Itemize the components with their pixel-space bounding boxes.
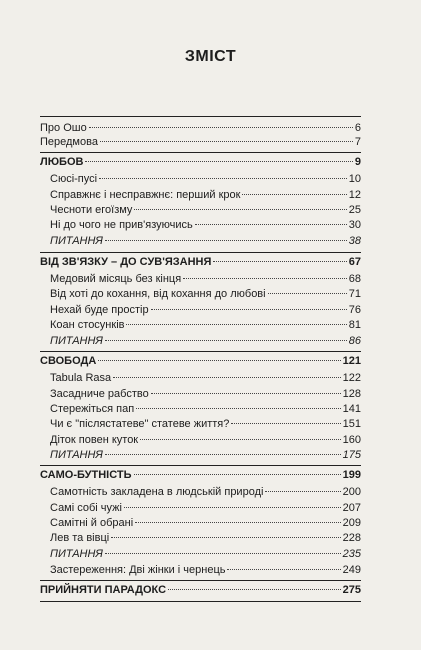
leader-dots: [183, 278, 347, 279]
leader-dots: [126, 324, 346, 325]
toc-entry: [50, 372, 361, 385]
toc-entry: [50, 548, 361, 561]
entry-label: Ні до чого не прив'язуючись: [50, 219, 193, 231]
leader-dots: [134, 474, 341, 475]
entry-label: Самотність закладена в людській природі: [50, 486, 264, 498]
toc-entry: [40, 122, 361, 135]
toc-entry: [50, 304, 361, 317]
entry-label: Засадниче рабство: [50, 388, 149, 400]
entry-page: 7: [354, 136, 361, 148]
section-rule: [40, 580, 361, 581]
toc-entry: [50, 532, 361, 545]
leader-dots: [242, 194, 346, 195]
entry-label: Застереження: Дві жінки і чернець: [50, 564, 226, 576]
entry-page: 141: [342, 403, 361, 415]
toc-entry: [50, 486, 361, 499]
leader-dots: [134, 209, 346, 210]
section-title: САМО-БУТНІСТЬ: [40, 469, 132, 481]
toc-entry: [50, 288, 361, 301]
top-rule: [40, 116, 361, 117]
entry-label: Про Ошо: [40, 122, 87, 134]
leader-dots: [111, 537, 340, 538]
toc-entry: [50, 235, 361, 248]
section-title: ЛЮБОВ: [40, 156, 84, 168]
leader-dots: [124, 507, 341, 508]
toc-entry: [40, 136, 361, 149]
entry-page: 12: [348, 189, 361, 201]
entry-label: Коан стосунків: [50, 319, 125, 331]
entry-label: Діток повен куток: [50, 434, 139, 446]
toc-entry: [50, 564, 361, 577]
section-rule: [40, 465, 361, 466]
section-title: ПРИЙНЯТИ ПАРАДОКС: [40, 584, 167, 596]
toc-entry: [50, 502, 361, 515]
leader-dots: [89, 127, 353, 128]
entry-page: 6: [354, 122, 361, 134]
entry-page: 151: [342, 418, 361, 430]
entry-label: Лев та вівці: [50, 532, 110, 544]
leader-dots: [213, 261, 346, 262]
section-heading: [40, 156, 361, 169]
leader-dots: [227, 569, 340, 570]
entry-label: Самі собі чужі: [50, 502, 122, 514]
entry-page: 235: [342, 548, 361, 560]
toc-entry: [50, 388, 361, 401]
entry-page: 128: [342, 388, 361, 400]
entry-page: 76: [348, 304, 361, 316]
entry-page: 200: [342, 486, 361, 498]
entry-page: 122: [342, 372, 361, 384]
section-page: 275: [342, 584, 361, 596]
entry-label: ПИТАННЯ: [50, 335, 103, 347]
leader-dots: [151, 309, 347, 310]
leader-dots: [168, 589, 341, 590]
leader-dots: [195, 224, 347, 225]
leader-dots: [231, 423, 340, 424]
section-heading: [40, 584, 361, 597]
leader-dots: [113, 377, 340, 378]
entry-label: Справжнє і несправжнє: перший крок: [50, 189, 241, 201]
leader-dots: [268, 293, 347, 294]
section-page: 9: [354, 156, 361, 168]
leader-dots: [151, 393, 341, 394]
toc-entry: [50, 418, 361, 431]
page-title: ЗМІСТ: [184, 48, 237, 65]
entry-label: ПИТАННЯ: [50, 449, 103, 461]
entry-page: 71: [348, 288, 361, 300]
leader-dots: [105, 240, 347, 241]
entry-page: 207: [342, 502, 361, 514]
toc-entry: [50, 319, 361, 332]
section-rule: [40, 351, 361, 352]
toc-entry: [50, 434, 361, 447]
entry-page: 249: [342, 564, 361, 576]
section-heading: [40, 469, 361, 482]
leader-dots: [105, 340, 347, 341]
toc-entry: [50, 204, 361, 217]
section-rule: [40, 152, 361, 153]
entry-page: 68: [348, 273, 361, 285]
entry-label: Чи є "післястатеве" статеве життя?: [50, 418, 230, 430]
toc-entry: [50, 517, 361, 530]
entry-label: Від хоті до кохання, від кохання до любові: [50, 288, 266, 300]
section-page: 67: [348, 256, 361, 268]
entry-label: Tabula Rasa: [50, 372, 112, 384]
leader-dots: [85, 161, 352, 162]
toc-entry: [50, 273, 361, 286]
entry-page: 38: [348, 235, 361, 247]
toc-entry: [50, 219, 361, 232]
entry-label: Чесноти егоїзму: [50, 204, 133, 216]
leader-dots: [140, 439, 341, 440]
entry-page: 228: [342, 532, 361, 544]
entry-page: 30: [348, 219, 361, 231]
entry-page: 175: [342, 449, 361, 461]
entry-page: 10: [348, 173, 361, 185]
section-title: ВІД ЗВ'ЯЗКУ – ДО СУВ'ЯЗАННЯ: [40, 256, 212, 268]
bottom-rule: [40, 601, 361, 602]
section-rule: [40, 252, 361, 253]
leader-dots: [265, 491, 340, 492]
section-heading: [40, 256, 361, 269]
entry-label: ПИТАННЯ: [50, 235, 103, 247]
leader-dots: [135, 522, 340, 523]
entry-label: Медовий місяць без кінця: [50, 273, 182, 285]
entry-page: 81: [348, 319, 361, 331]
entry-page: 86: [348, 335, 361, 347]
toc-entry: [50, 449, 361, 462]
entry-label: ПИТАННЯ: [50, 548, 103, 560]
section-page: 199: [342, 469, 361, 481]
leader-dots: [98, 360, 340, 361]
entry-page: 160: [342, 434, 361, 446]
toc-entry: [50, 173, 361, 186]
section-page: 121: [342, 355, 361, 367]
toc-entry: [50, 335, 361, 348]
entry-page: 209: [342, 517, 361, 529]
entry-label: Самітні й обрані: [50, 517, 134, 529]
leader-dots: [136, 408, 340, 409]
toc-entry: [50, 403, 361, 416]
leader-dots: [105, 553, 341, 554]
leader-dots: [100, 141, 353, 142]
section-title: СВОБОДА: [40, 355, 97, 367]
entry-label: Стережіться пап: [50, 403, 135, 415]
section-heading: [40, 355, 361, 368]
leader-dots: [99, 178, 347, 179]
leader-dots: [105, 454, 341, 455]
entry-label: Сюсі-пусі: [50, 173, 98, 185]
entry-page: 25: [348, 204, 361, 216]
toc-entry: [50, 189, 361, 202]
entry-label: Нехай буде простір: [50, 304, 149, 316]
entry-label: Передмова: [40, 136, 98, 148]
